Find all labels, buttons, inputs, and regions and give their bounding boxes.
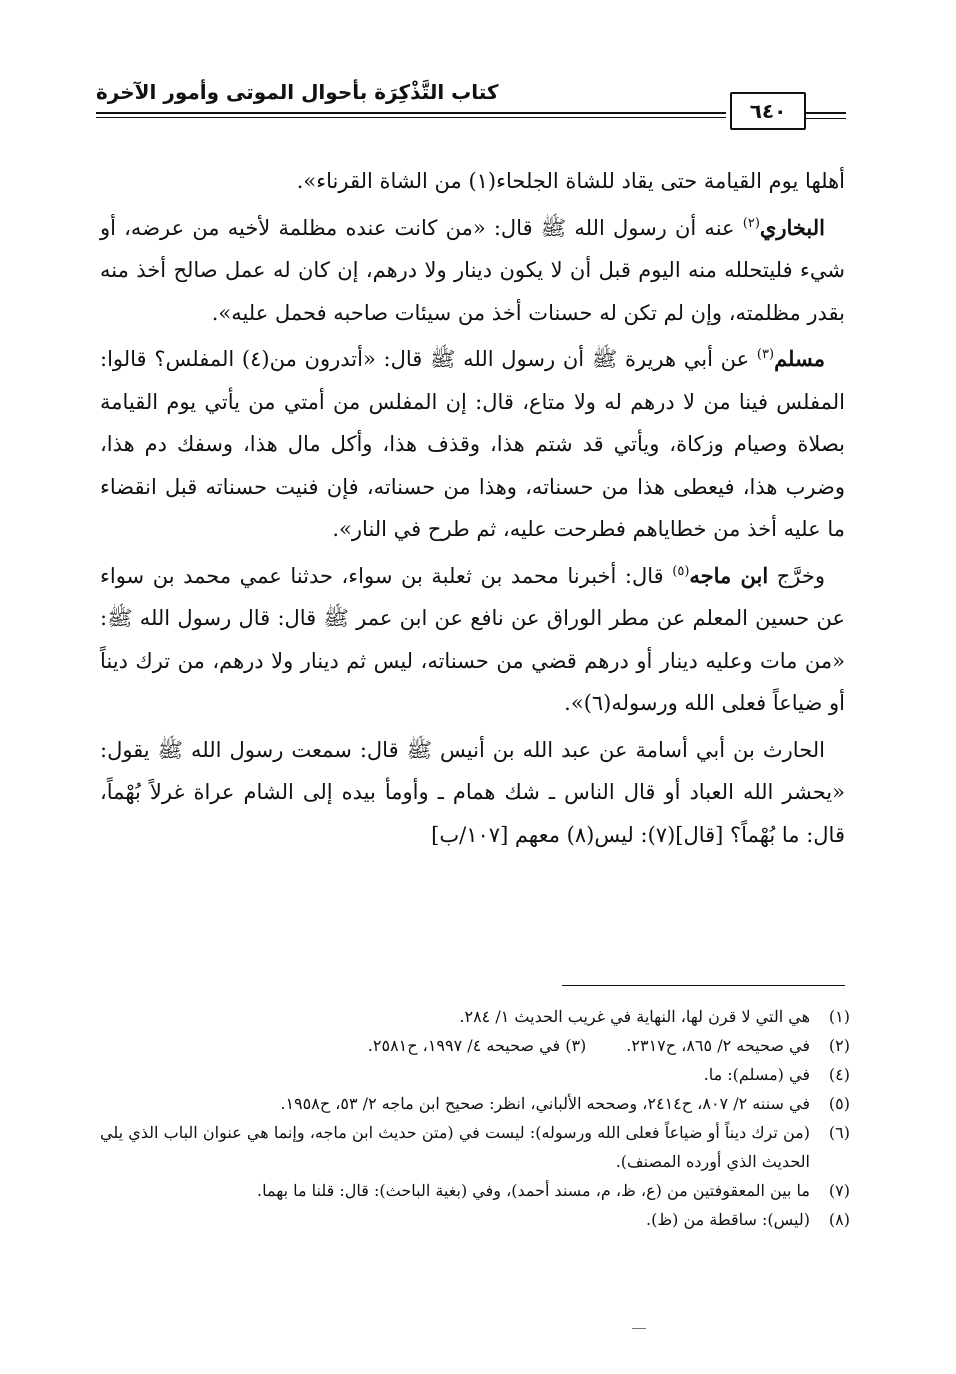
footnote-number: (٤) [828,1065,850,1084]
footnote [100,1176,850,1205]
footnote-number: (١) [828,1007,850,1026]
footnote-number: (٧) [828,1181,850,1200]
footnote-text-pair [100,1031,810,1060]
footnote [100,1060,850,1089]
paragraph: أهلها يوم القيامة حتى يقاد للشاة الجلحاء(١) من الشاة القرناء». [296,169,845,193]
source-name: ابن ماجه [689,562,769,588]
footnote-number: (٦) [828,1123,850,1142]
footnote [100,1205,850,1234]
footnote [100,1002,850,1031]
footnote-ref: (٣) [756,347,775,362]
footnote-ref: (٢) [742,215,760,231]
page-number: ٦٤٠ [730,92,806,130]
footnote [100,1118,850,1176]
paragraph-text: عنه أن رسول الله ﷺ قال: «من كانت عنده مظلمة لأخيه من عرضه، أو شيء فليتحلله منه اليوم قبل أن لا يكون دينار ولا درهم، إن كان له عمل صالح أخذ منه بقدر مظلمته، وإن لم تكن له حسنات أخذ من سيئات صاحبه فحمل عليه». [100,215,845,325]
footnote-number: (٥) [828,1094,850,1113]
book-title: كتاب التَّذْكِرَة بأحوال الموتى وأمور الآخرة [96,80,499,104]
footnote [100,1031,850,1060]
paragraph [100,207,845,335]
footnote-text: في (مسلم): ما. [703,1065,810,1084]
page-bottom-mark [632,1328,646,1329]
header-rule-bottom [96,117,726,118]
header-rule-top [96,112,726,114]
footnote-ref: (٥) [672,563,690,579]
header-rule-right-bottom [806,118,846,119]
footnote-separator [562,985,845,986]
footnote-text: ما بين المعقوفتين من (ع، ظ، م، مسند أحمد)، وفي (بغية الباحث): قال: قلنا ما بهما. [257,1181,810,1200]
footnote-number: (٣) [565,1036,587,1055]
footnote [100,1089,850,1118]
footnote-text: (ليس): ساقطة من (ظ). [646,1210,810,1229]
paragraph [100,338,845,551]
footnote-text: هي التي لا قرن لها، النهاية في غريب الحديث ١/ ٢٨٤. [459,1007,810,1026]
footnote-number: (٨) [828,1210,850,1229]
footnote-number: (٢) [828,1036,850,1055]
page-header [96,62,846,132]
source-name: مسلم [774,346,825,371]
paragraph-text: قال: أخبرنا محمد بن ثعلبة بن سواء، حدثنا عمي محمد بن سواء عن حسين المعلم عن مطر الوراق عن نافع عن ابن عمر ﷺ قال: قال رسول الله ﷺ: «من مات وعليه دينار أو درهم قضي من حسناته، ليس ثم دينار ولا درهم، من ترك ديناً أو ضياعاً فعلى الله ورسوله(٦)». [100,563,845,715]
header-rule-right-top [806,112,846,114]
footnotes [100,1002,850,1234]
main-text [100,160,845,860]
source-name: البخاري [759,214,825,240]
paragraph-text: عن أبي هريرة ﷺ أن رسول الله ﷺ قال: «أتدرون من(٤) المفلس؟ قالوا: المفلس فينا من لا درهم له ولا متاع، قال: إن المفلس من أمتي من يأتي يوم القيامة بصلاة وصيام وزكاة، ويأتي قد شتم هذا، وقذف هذا، وأكل مال هذا، وسفك دم هذا، وضرب هذا، فيعطى هذا من حسناته، وهذا من حسناته، فإن فنيت حسناته قبل انقضاء ما عليه أخذ من خطاياهم فطرحت عليه، ثم طرح في النار». [100,347,845,541]
paragraph-text: وخرَّج [768,563,825,588]
footnote-text: في سننه ٢/ ٨٠٧، ح٢٤١٤، وصححه الألباني، انظر: صحيح ابن ماجه ٢/ ٥٣، ح١٩٥٨. [280,1094,810,1113]
paragraph [100,555,845,725]
paragraph: الحارث بن أبي أسامة عن عبد الله بن أنيس ﷺ قال: سمعت رسول الله ﷺ يقول: «يحشر الله العباد أو قال الناس ـ شك همام ـ وأومأ بيده إلى الشام عراة غرلاً بُهْماً، قال: ما بُهْماً؟ [قال](٧): ليس(٨) معهم [١٠٧/ب] [100,737,845,847]
footnote-text: (من ترك ديناً أو ضياعاً فعلى الله ورسوله): ليست في (متن حديث ابن ماجه، وإنما هي عنوان الباب الذي يلي الحديث الذي أورده المصنف). [100,1123,810,1171]
footnote-text: في صحيحه ٤/ ١٩٩٧، ح٢٥٨١. [367,1036,561,1055]
footnote-text: في صحيحه ٢/ ٨٦٥، ح٢٣١٧. [626,1036,810,1055]
